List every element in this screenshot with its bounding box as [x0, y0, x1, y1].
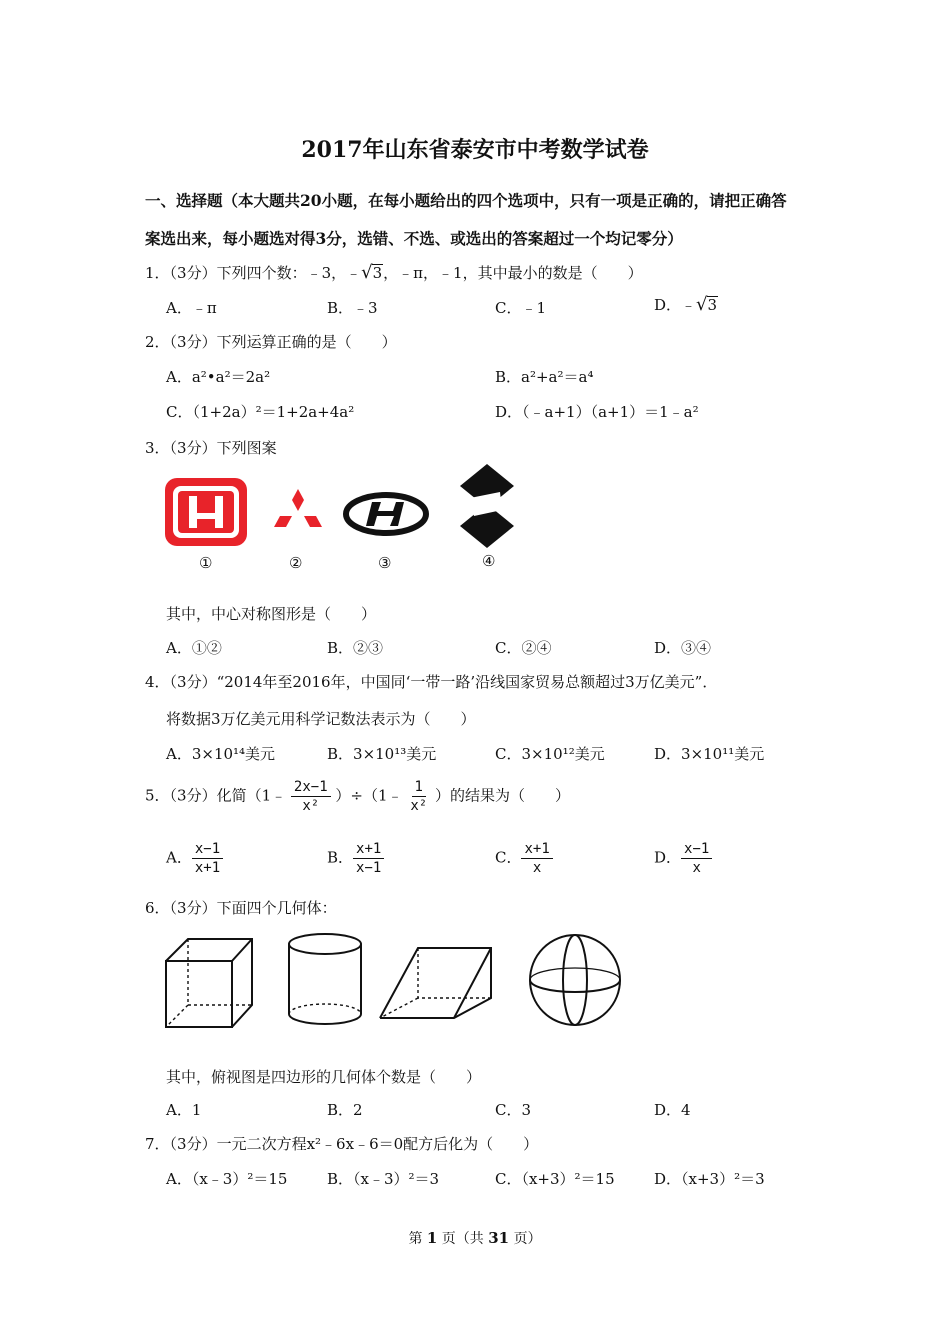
- q3-option-a: A．①②: [166, 639, 222, 657]
- hyundai-logo-figure: [342, 490, 430, 538]
- question-3-stem: 3．（3分）下列图案: [145, 439, 277, 457]
- q4-option-c: C．3×10¹²美元: [495, 745, 605, 763]
- cube-figure: [160, 935, 258, 1031]
- question-4-line2: 将数据3万亿美元用科学记数法表示为（ ）: [166, 710, 476, 728]
- q7-option-b: B．（x﹣3）²＝3: [327, 1170, 440, 1188]
- q5-option-b: B． $\frac{x+1}{x-1}$: [327, 840, 384, 877]
- q2-option-b: B．a²+a²＝a⁴: [495, 368, 594, 386]
- q5-option-d: D． $\frac{x-1}{x}$: [654, 840, 712, 877]
- q2-option-c: C．（1+2a）²＝1+2a+4a²: [166, 403, 355, 421]
- q1-option-b: B．﹣3: [327, 299, 378, 317]
- fraction-2: $\frac{1}{\text{x²}}$: [410, 779, 428, 814]
- question-6-stem: 6．（3分）下面四个几何体：: [145, 899, 337, 917]
- q6-option-b: B．2: [327, 1101, 363, 1119]
- q4-option-b: B．3×10¹³美元: [327, 745, 437, 763]
- q7-option-d: D．（x+3）²＝3: [654, 1170, 765, 1188]
- question-4-line1: 4．（3分）“2014年至2016年，中国同‘一带一路’沿线国家贸易总额超过3万亿美元”．: [145, 673, 718, 691]
- q5-option-c: C． $\frac{x+1}{x}$: [495, 840, 553, 877]
- fraction-1: $\frac{2x-1}{\text{x²}}$: [291, 778, 331, 815]
- page-title: 2017年山东省泰安市中考数学试卷: [301, 137, 649, 163]
- sqrt-symbol: √3: [361, 262, 383, 283]
- question-5-stem: 5．（3分）化简（1﹣ $\frac{2x-1}{\text{x²}}$ ）÷（1﹣ $\frac{1}{\text{x²}}$ ）的结果为（ ）: [145, 779, 570, 814]
- figure-label-3: ③: [378, 554, 392, 572]
- q4-option-a: A．3×10¹⁴美元: [166, 745, 276, 763]
- sqrt-symbol: √3: [696, 294, 718, 315]
- question-2-stem: 2．（3分）下列运算正确的是（ ）: [145, 333, 397, 351]
- page-footer: 第 1 页（共 31 页）: [408, 1229, 542, 1247]
- q3-option-d: D．③④: [654, 639, 712, 657]
- page-total: 31: [488, 1229, 510, 1247]
- q5-option-a: A． $\frac{x-1}{x+1}$: [166, 840, 223, 877]
- q7-option-c: C．（x+3）²＝15: [495, 1170, 615, 1188]
- question-3-ask: 其中，中心对称图形是（ ）: [166, 605, 377, 623]
- q1-option-d: D．﹣√3: [654, 294, 718, 315]
- section-heading-line2: 案选出来，每小题选对得3分，选错、不选、或选出的答案超过一个均记零分）: [145, 229, 683, 248]
- sphere-figure: [526, 930, 624, 1030]
- cylinder-figure: [283, 930, 367, 1030]
- q3-option-c: C．②④: [495, 639, 552, 657]
- q1-option-c: C．﹣1: [495, 299, 547, 317]
- figure-label-4: ④: [482, 552, 496, 570]
- page-number: 1: [426, 1229, 438, 1247]
- q2-option-a: A．a²•a²＝2a²: [166, 368, 271, 386]
- question-6-ask: 其中，俯视图是四边形的几何体个数是（ ）: [166, 1068, 482, 1086]
- question-7-stem: 7．（3分）一元二次方程x²﹣6x﹣6＝0配方后化为（ ）: [145, 1135, 539, 1153]
- section-heading-line1: 一、选择题（本大题共20小题，在每小题给出的四个选项中，只有一项是正确的，请把正确答: [145, 191, 787, 210]
- honda-logo-figure: [163, 476, 249, 548]
- q4-option-d: D．3×10¹¹美元: [654, 745, 765, 763]
- q2-option-d: D．（﹣a+1）（a+1）＝1﹣a²: [495, 403, 699, 421]
- figure-label-1: ①: [199, 554, 213, 572]
- prism-figure: [376, 942, 496, 1022]
- question-1-stem: 1．（3分）下列四个数：﹣3，﹣√3，﹣π，﹣1，其中最小的数是（ ）: [145, 262, 643, 283]
- figure-label-2: ②: [289, 554, 303, 572]
- mitsubishi-logo-figure: [271, 487, 325, 531]
- q1-option-a: A．﹣π: [166, 299, 217, 317]
- q6-option-a: A．1: [166, 1101, 202, 1119]
- q6-option-d: D．4: [654, 1101, 691, 1119]
- q6-option-c: C．3: [495, 1101, 532, 1119]
- q3-option-b: B．②③: [327, 639, 384, 657]
- q7-option-a: A．（x﹣3）²＝15: [166, 1170, 288, 1188]
- diamond-logo-figure: [456, 462, 518, 550]
